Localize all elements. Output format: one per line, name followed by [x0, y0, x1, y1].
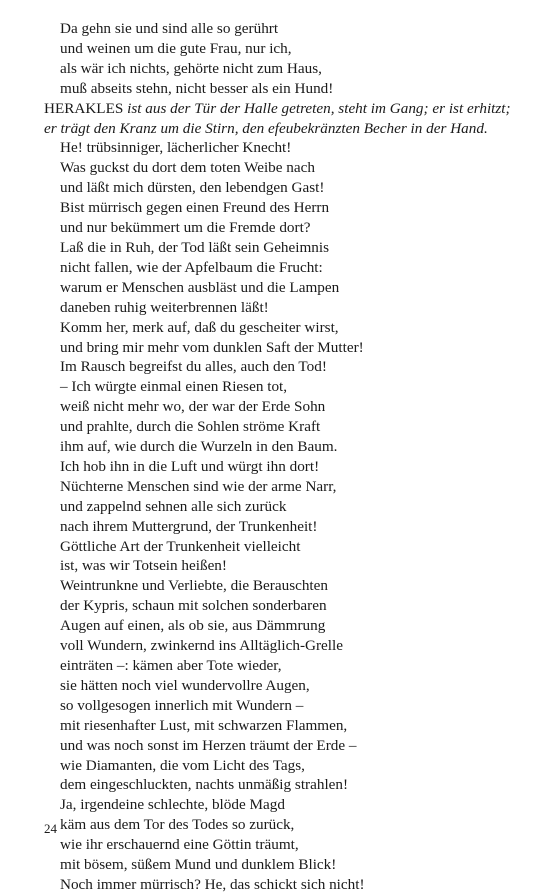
verse-line: so vollgesogen innerlich mit Wundern – — [60, 696, 304, 714]
verse-line: und was noch sonst im Herzen träumt der Erde – — [60, 736, 357, 754]
verse-line: und läßt mich dürsten, den lebendgen Gast! — [60, 179, 325, 197]
verse-line: als wär ich nichts, gehörte nicht zum Haus, — [60, 59, 322, 77]
verse-line: einträten –: kämen aber Tote wieder, — [60, 657, 282, 674]
verse-line: Im Rausch begreifst du alles, auch den Tod! — [60, 358, 327, 376]
speaker-name: HERAKLES — [44, 99, 124, 117]
verse-line: der Kypris, schaun mit solchen sonderbaren — [60, 597, 327, 615]
verse-line: Bist mürrisch gegen einen Freund des Herrn — [60, 199, 330, 217]
verse-line: ihm auf, wie durch die Wurzeln in den Baum. — [60, 438, 338, 456]
verse-line: voll Wundern, zwinkernd ins Alltäglich-Grelle — [60, 637, 343, 655]
verse-block-main — [44, 138, 514, 894]
verse-line: Augen auf einen, als ob sie, aus Dämmrung — [60, 617, 326, 635]
verse-line: dem eingeschluckten, nachts unmäßig strahlen! — [60, 776, 349, 794]
verse-line: Da gehn sie und sind alle so gerührt — [60, 20, 279, 37]
verse-line: He! trübsinniger, lächerlicher Knecht! — [60, 139, 292, 157]
verse-line: und weinen um die gute Frau, nur ich, — [60, 39, 292, 57]
verse-line: Noch immer mürrisch? He, das schickt sich nicht! — [60, 875, 365, 893]
verse-line: warum er Menschen ausbläst und die Lampen — [60, 278, 340, 296]
verse-line: wie ihr erschauernd eine Göttin träumt, — [60, 836, 299, 854]
verse-line: muß abseits stehn, nicht besser als ein Hund! — [60, 79, 334, 97]
verse-line: und zappelnd sehnen alle sich zurück — [60, 497, 287, 515]
verse-line: und prahlte, durch die Sohlen ströme Kraft — [60, 418, 321, 436]
verse-block-top — [44, 19, 514, 99]
verse-line: – Ich würgte einmal einen Riesen tot, — [60, 378, 288, 396]
page-number: 24 — [44, 821, 57, 836]
verse-line: daneben ruhig weiterbrennen läßt! — [60, 298, 269, 316]
verse-line: und nur bekümmert um die Fremde dort? — [60, 219, 311, 237]
verse-line: mit riesenhafter Lust, mit schwarzen Flammen, — [60, 716, 348, 734]
verse-line: Weintrunkne und Verliebte, die Berauschten — [60, 577, 328, 595]
verse-line: Ich hob ihn in die Luft und würgt ihn dort! — [60, 457, 320, 475]
verse-line: Göttliche Art der Trunkenheit vielleicht — [60, 537, 301, 555]
stage-direction — [44, 99, 514, 139]
verse-line: nach ihrem Muttergrund, der Trunkenheit! — [60, 517, 318, 535]
verse-line: Komm her, merk auf, daß du gescheiter wirst, — [60, 318, 339, 336]
verse-line: Laß die in Ruh, der Tod läßt sein Geheimnis — [60, 238, 330, 256]
verse-line: Ja, irgendeine schlechte, blöde Magd — [60, 796, 285, 814]
verse-line: sie hätten noch viel wundervollre Augen, — [60, 676, 310, 694]
verse-line: nicht fallen, wie der Apfelbaum die Frucht: — [60, 258, 323, 276]
poem-page — [44, 19, 514, 895]
verse-line: käm aus dem Tor des Todes so zurück, — [60, 816, 295, 834]
verse-line: weiß nicht mehr wo, der war der Erde Sohn — [60, 398, 326, 416]
stage-direction-text: ist aus der Tür der Halle getreten, steht im Gang; er ist erhitzt; er trägt den Kranz um die Stirn, den efeubekränzten Becher in der Hand. — [44, 99, 511, 137]
verse-line: ist, was wir Totsein heißen! — [60, 557, 227, 575]
verse-line: und bring mir mehr vom dunklen Saft der Mutter! — [60, 338, 364, 356]
verse-line: mit bösem, süßem Mund und dunklem Blick! — [60, 856, 337, 874]
verse-line: Nüchterne Menschen sind wie der arme Narr, — [60, 477, 337, 495]
verse-line: wie Diamanten, die vom Licht des Tags, — [60, 756, 305, 774]
verse-line: Was guckst du dort dem toten Weibe nach — [60, 159, 315, 177]
